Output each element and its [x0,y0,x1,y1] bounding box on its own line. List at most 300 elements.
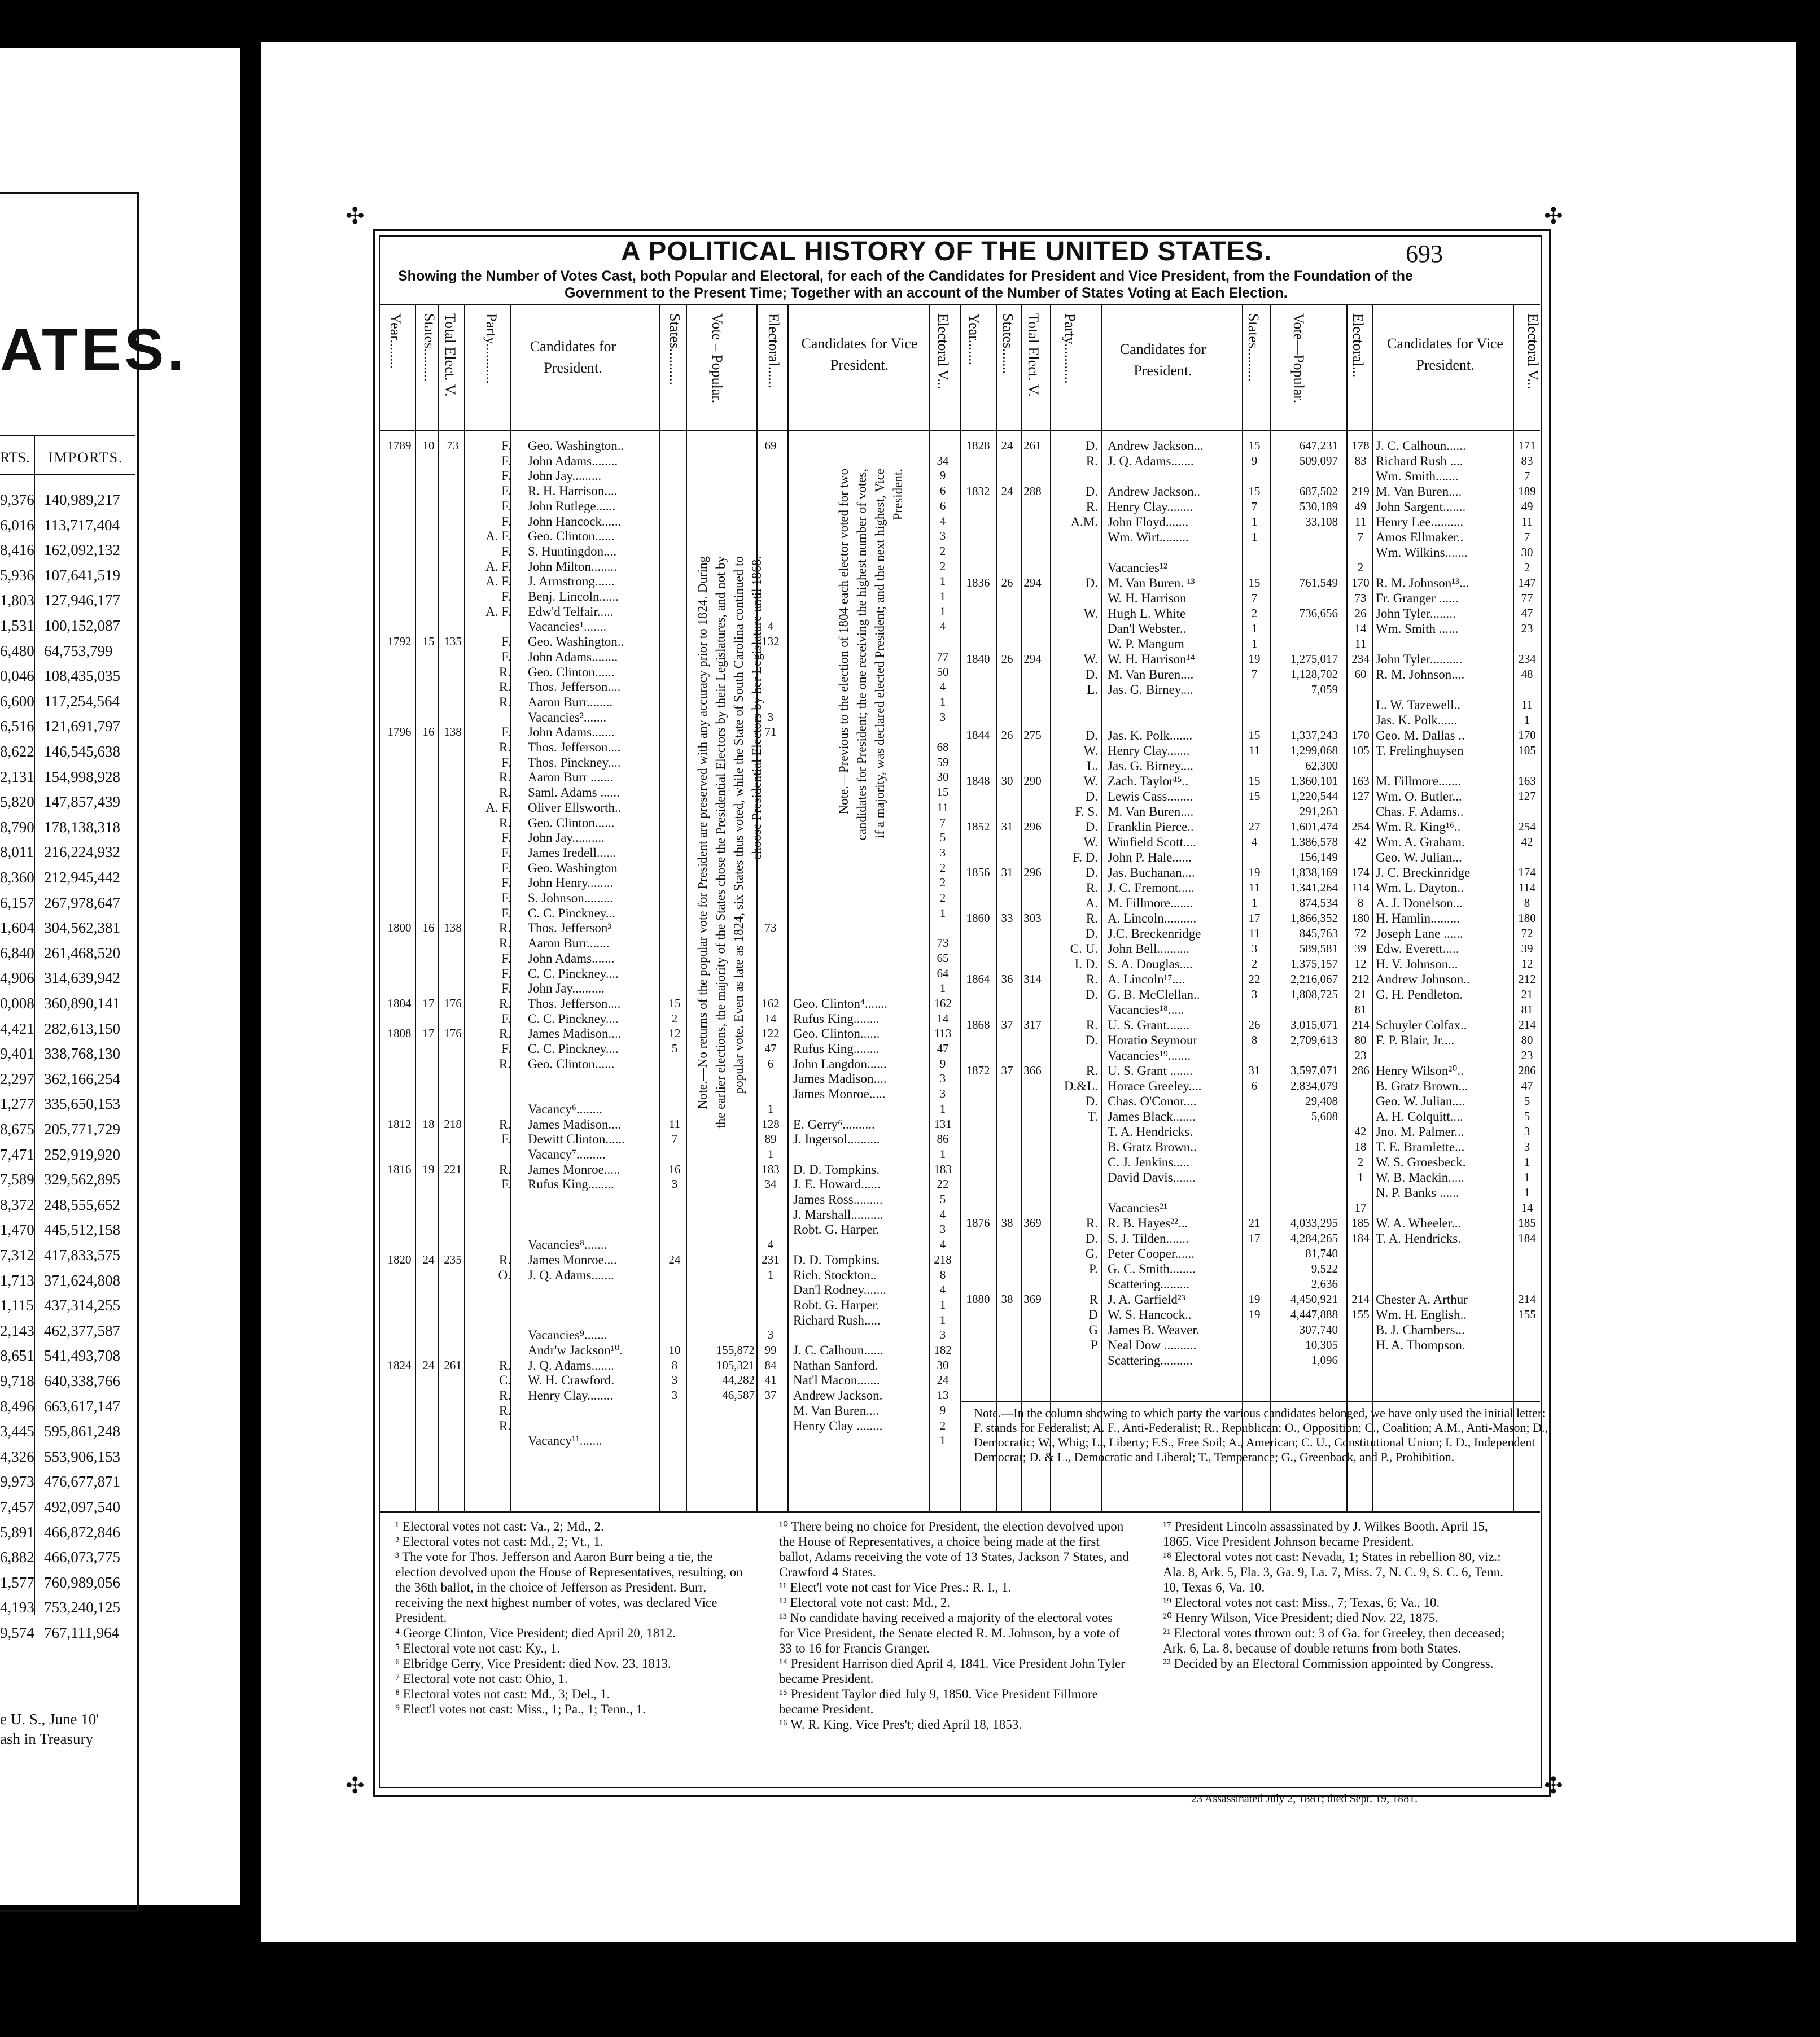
column-rule [1242,304,1243,1511]
left-footnote: ash in Treasury [0,1730,94,1747]
table-cell-pres: J.C. Breckenridge [1108,926,1201,941]
table-cell-vel: 64 [937,966,949,980]
table-cell-party: R. [1086,500,1098,514]
footnote: ⁹ Elect'l votes not cast: Miss., 1; Pa., 1; Tenn., 1. [395,1702,646,1716]
table-cell-party: C. [498,1373,511,1388]
footnote: ¹⁴ President Harrison died April 4, 1841. Vice President John Tyler became President. [779,1656,1125,1686]
table-cell-vp: E. Gerry⁶.......... [793,1117,875,1131]
table-cell-tot: 366 [1023,1064,1042,1077]
left-export-value: 1,577 [0,1573,34,1591]
table-cell-year: 1840 [966,652,990,666]
table-cell-party: F. D. [1073,850,1098,864]
left-export-value: 0,008 [0,995,34,1012]
left-export-value: 4,326 [0,1448,34,1465]
table-cell-pres: Scattering......... [1108,1277,1189,1291]
table-cell-party: R. [498,785,511,800]
left-import-value: 492,097,540 [44,1498,120,1515]
table-cell-vel: 174 [1518,865,1536,879]
table-cell-pres: Winfield Scott.... [1108,835,1196,849]
table-cell-party: D. [1085,439,1098,453]
table-cell-el: 162 [762,996,780,1010]
table-cell-tot: 296 [1023,820,1042,833]
table-cell-vel: 23 [1521,622,1533,635]
table-cell-pres: W. P. Mangum [1108,637,1184,651]
table-cell-pres: James Madison.... [528,1026,622,1041]
table-cell-vel: 1 [1524,713,1530,727]
column-rule [1372,304,1373,1511]
table-cell-tot: 290 [1023,774,1042,788]
table-cell-vel: 6 [939,499,946,513]
table-cell-pres: John Adams........ [528,453,618,468]
table-cell-pres: John Bell.......... [1108,942,1190,956]
left-export-value: 6,600 [0,692,34,710]
table-cell-el: 128 [762,1117,780,1131]
table-cell-vel: 162 [934,996,952,1010]
table-cell-st: 33 [1001,911,1013,925]
table-cell-year: 1832 [966,484,990,498]
table-cell-party: D. [1085,820,1098,834]
table-cell-vel: 2 [939,559,946,573]
table-cell-pres: Jas. Buchanan.... [1108,865,1195,880]
table-cell-pres: Thos. Jefferson.... [528,680,621,694]
table-cell-year: 1796 [387,725,412,739]
col-year: Year....... [966,313,982,365]
column-rule [960,304,961,1511]
table-cell-party: A.M. [1070,515,1098,529]
table-cell-vel: 4 [939,1207,946,1221]
table-cell-vel: 1 [939,589,946,603]
left-import-value: 541,493,708 [44,1347,120,1365]
table-cell-el: 81 [1354,1003,1367,1016]
table-cell-el: 21 [1354,987,1367,1001]
left-header-exports: RTS. [0,449,30,466]
table-cell-el: 34 [764,1177,777,1191]
table-cell-vel: 1 [939,1297,946,1312]
table-cell-pres: M. Van Buren.... [1108,667,1194,681]
table-cell-vp: James Ross......... [793,1192,883,1207]
left-import-value: 360,890,141 [44,995,120,1012]
table-cell-el: 105 [1351,744,1370,757]
table-cell-el: 11 [1354,515,1367,528]
table-cell-pres: A. Lincoln.......... [1108,911,1197,925]
table-cell-pop: 687,502 [1299,484,1338,498]
table-cell-pres: James Iredell...... [528,845,616,860]
table-cell-pop: 647,231 [1299,439,1338,452]
table-cell-pres: Lewis Cass........ [1108,789,1193,803]
footnote-column [1163,1519,1513,1671]
table-cell-pres: James Black....... [1108,1109,1196,1124]
footnote-column [779,1519,1129,1732]
bottom-footnote: 23 Assassinated July 2, 1881; died Sept. 19, 1881. [1191,1793,1418,1805]
table-cell-el: 214 [1351,1018,1370,1031]
table-cell-tot: 369 [1023,1216,1042,1230]
table-cell-vp: Richard Rush..... [793,1313,881,1327]
table-cell-pres: Vacancies¹....... [528,619,607,634]
table-cell-vel: 185 [1518,1216,1536,1230]
table-cell-vp: Wm. O. Butler... [1376,789,1462,803]
left-export-value: 8,675 [0,1121,34,1138]
table-cell-party: D. [1085,1033,1098,1047]
left-import-value: 140,989,217 [44,491,120,508]
table-cell-pres: J. Q. Adams....... [1108,454,1194,468]
table-cell-pst: 3 [1251,942,1258,955]
table-cell-vp: G. H. Pendleton. [1376,987,1463,1002]
table-cell-pres: Zach. Taylor¹⁵.. [1108,774,1189,788]
table-cell-pres: Chas. O'Conor.... [1108,1094,1197,1108]
table-cell-pres: T. A. Hendricks. [1108,1125,1193,1139]
column-rule [438,304,439,1511]
column-rule [996,304,998,1511]
left-export-value: 6,882 [0,1549,34,1566]
table-cell-vel: 73 [937,936,949,950]
left-export-value: 5,936 [0,566,34,584]
table-cell-vel: 6 [939,484,946,498]
table-cell-st: 24 [422,1252,435,1266]
table-cell-pres: Henry Clay........ [528,1388,614,1403]
left-import-value: 108,435,035 [44,667,120,685]
table-cell-party: A. F. [485,800,511,815]
table-cell-st: 37 [1001,1018,1013,1031]
table-cell-tot: 73 [447,439,459,452]
table-cell-vp: J. Marshall.......... [793,1207,883,1222]
table-cell-vel: 3 [1524,1125,1530,1138]
table-cell-pop: 29,408 [1305,1094,1338,1108]
table-cell-pres: Henry Clay....... [1108,744,1190,758]
table-cell-vp: Wm. R. King¹⁶.. [1376,820,1461,834]
table-cell-el: 83 [1354,454,1367,467]
footnote: ²¹ Electoral votes thrown out: 3 of Ga. for Greeley, then deceased; Ark. 6, La. 8, because of double returns from both States. [1163,1626,1505,1655]
note-line: candidates for President; the one receiving the highest number of votes, [855,469,869,841]
table-cell-pres: James Madison.... [528,1117,622,1131]
table-cell-tot: 221 [444,1162,462,1176]
footnote: ⁷ Electoral vote not cast: Ohio, 1. [395,1672,568,1686]
left-import-value: 113,717,404 [44,516,120,534]
table-cell-pst: 16 [668,1162,681,1176]
table-cell-el: 73 [1354,591,1367,605]
table-cell-el: 17 [1354,1201,1367,1214]
table-cell-party: A. F. [485,529,511,544]
table-cell-pres: Thos. Jefferson³ [528,921,612,936]
table-cell-vp: Chas. F. Adams.. [1376,805,1464,819]
table-cell-vel: 1 [939,694,946,709]
table-cell-party: R. [1086,454,1098,468]
page-subtitle: Government to the Present Time; Together with an account of the Number of States Voting at Each Election. [565,285,1288,301]
table-cell-pres: Geo. Clinton...... [528,529,615,544]
column-rule [1270,304,1271,1511]
col-candidates-president: Candidates for President. [530,338,616,376]
table-cell-pres: Horatio Seymour [1108,1033,1198,1047]
table-cell-party: F. [501,906,511,920]
page-subtitle: Showing the Number of Votes Cast, both Popular and Electoral, for each of the Candidates for President and Vice President, from the Foundation of the [398,268,1413,284]
table-cell-vp: J. E. Howard...... [793,1177,881,1192]
table-cell-pres: C. C. Pinckney... [528,906,616,920]
table-cell-vel: 4 [939,1283,946,1297]
table-cell-st: 26 [1001,576,1013,589]
table-cell-vp: T. E. Bramlette... [1376,1140,1465,1154]
table-cell-vp: John Tyler.......... [1376,652,1463,666]
table-cell-el: 219 [1351,484,1370,498]
table-cell-vp: Fr. Granger ...... [1376,591,1459,605]
table-cell-pres: S. A. Douglas.... [1108,957,1193,971]
table-cell-tot: 138 [444,921,462,935]
table-cell-party: F. [501,966,511,981]
table-cell-pst: 7 [1251,591,1258,605]
table-cell-vp: Rich. Stockton.. [793,1267,877,1282]
table-cell-vel: 113 [934,1026,952,1041]
table-cell-vp: M. Fillmore....... [1376,774,1462,788]
left-import-value: 362,166,254 [44,1070,120,1087]
table-cell-el: 254 [1351,820,1370,833]
table-cell-year: 1789 [387,439,412,452]
table-cell-vel: 68 [937,740,949,754]
table-cell-party: W. [1083,774,1098,788]
table-cell-pop: 7,059 [1311,683,1338,696]
table-cell-pres: G. B. McClellan.. [1108,987,1200,1002]
table-cell-vel: 4 [939,619,946,633]
table-cell-pres: Franklin Pierce.. [1108,820,1194,834]
table-cell-pres: Aaron Burr ....... [528,770,614,785]
table-cell-pop: 2,709,613 [1290,1033,1338,1047]
left-import-value: 466,872,846 [44,1523,120,1541]
table-cell-pop: 156,149 [1299,850,1338,864]
table-cell-party: C. U. [1070,942,1098,956]
table-cell-el: 84 [764,1358,777,1372]
table-cell-pop: 5,608 [1311,1109,1338,1123]
table-cell-pres: Geo. Washington.. [528,635,624,649]
table-cell-el: 127 [1351,789,1370,803]
table-cell-st: 16 [422,725,435,739]
table-cell-st: 26 [1001,652,1013,666]
column-rule [659,304,660,1511]
table-cell-el: 37 [764,1388,777,1402]
table-cell-party: R. [498,1418,511,1433]
table-cell-year: 1804 [387,996,412,1010]
footnote: ¹⁹ Electoral votes not cast: Miss., 7; Texas, 6; Va., 10. [1163,1595,1440,1610]
table-cell-vp: W. B. Mackin..... [1376,1170,1464,1184]
table-cell-vp: W. S. Groesbeck. [1376,1155,1466,1169]
table-cell-pop: 1,299,068 [1290,744,1338,757]
table-cell-el: 12 [1354,957,1367,971]
table-cell-vp: J. C. Calhoun...... [793,1343,883,1357]
table-cell-pres: Andr'w Jackson¹⁰. [528,1343,623,1357]
table-cell-vel: 114 [1518,881,1536,894]
col-vote-popular: Vote – Popular. [709,313,725,404]
table-cell-tot: 369 [1023,1292,1042,1306]
left-import-value: 147,857,439 [44,793,120,811]
table-cell-pres: Vacancies⁸....... [528,1238,607,1252]
table-cell-pres: Jas. K. Polk....... [1108,728,1193,742]
column-rule [1101,304,1102,1511]
table-cell-pop: 1,337,243 [1290,728,1338,742]
table-cell-party: F. [501,845,511,860]
table-cell-el: 26 [1354,606,1367,620]
col-states: States......... [421,313,438,382]
left-divider [0,474,135,475]
table-cell-el: 39 [1354,942,1367,955]
left-export-value: 9,973 [0,1473,34,1490]
table-cell-pop: 1,341,264 [1290,881,1338,894]
table-cell-el: 23 [1354,1048,1367,1062]
table-cell-vel: 214 [1518,1018,1536,1031]
table-cell-pst: 10 [668,1343,681,1357]
table-cell-pst: 11 [1248,744,1261,757]
left-header-imports: IMPORTS. [48,449,124,466]
table-cell-pres: Geo. Clinton...... [528,815,615,830]
table-cell-pres: Dan'l Webster.. [1108,622,1187,636]
table-cell-party: D. [1085,926,1098,941]
footnote: ¹⁷ President Lincoln assassinated by J. Wilkes Booth, April 15, 1865. Vice President Johnson became President. [1163,1519,1488,1549]
party-abbreviations-note: Note.—In the column showing to which party the various candidates belonged, we have only used the initial letter: F. stands for Federalist; A. F., Anti-Federalist; R., Republican; O., Opposition; C., Coalition; A.M., Anti-Mason; D., Democratic; W., Whig; L., Liberty; F.S., Free Soil; A., American; C. U., Constitutional Union; I. D., Independent Democrat; D. & L., Democratic and Liberal; T., Temperance; G., Greenback, and P., Prohibition. [974,1406,1548,1464]
table-cell-pst: 2 [671,1011,678,1025]
table-cell-pres: John Jay......... [528,469,602,483]
table-cell-pres: C. C. Pinckney.... [528,1011,619,1026]
table-cell-party: F. [501,1132,511,1147]
left-import-value: 663,617,147 [44,1397,120,1415]
table-cell-pres: W. H. Harrison [1108,591,1187,605]
footnote: ⁴ George Clinton, Vice President; died April 20, 1812. [395,1626,676,1640]
table-cell-party: L. [1087,683,1098,697]
col-year: Year........ [387,313,404,369]
table-cell-vel: 5 [939,830,946,845]
table-cell-vel: 4 [939,1238,946,1252]
table-cell-party: D. [1085,987,1098,1002]
table-cell-year: 1816 [387,1162,412,1176]
table-cell-vp: Dan'l Rodney....... [793,1283,886,1297]
table-cell-vel: 5 [1524,1109,1530,1123]
table-cell-party: A. F. [485,574,511,589]
table-cell-vp: B. Gratz Brown... [1376,1079,1468,1093]
table-cell-party: R. [498,921,511,936]
left-export-value: 7,589 [0,1171,34,1188]
table-cell-pres: Scattering.......... [1108,1353,1193,1367]
table-cell-el: 183 [762,1162,780,1176]
table-cell-tot: 218 [444,1117,462,1131]
table-cell-vel: 7 [1524,530,1530,544]
table-cell-party: R. [498,1403,511,1418]
table-cell-pres: Geo. Clinton...... [528,1056,615,1071]
table-cell-vp: Geo. Clinton...... [793,1026,880,1041]
left-export-value: 1,803 [0,592,34,609]
table-cell-pst: 15 [1248,439,1261,452]
table-cell-pst: 1 [1251,637,1258,650]
table-cell-vp: Richard Rush .... [1376,454,1463,468]
table-cell-pst: 7 [671,1132,678,1146]
table-cell-pres: C. J. Jenkins..... [1108,1155,1190,1169]
table-cell-pres: Aaron Burr........ [528,694,613,709]
table-cell-party: D. [1085,667,1098,681]
left-import-value: 304,562,381 [44,919,120,937]
table-cell-st: 26 [1001,728,1013,742]
table-cell-vel: 3 [939,529,946,543]
table-cell-st: 15 [422,635,435,649]
table-cell-vel: 105 [1518,744,1536,757]
table-cell-party: O. [498,1267,511,1282]
table-cell-pop: 1,275,017 [1290,652,1338,666]
table-cell-vel: 48 [1521,667,1533,681]
table-cell-vp: R. M. Johnson¹³... [1376,576,1469,590]
table-cell-vel: 81 [1521,1003,1533,1016]
table-cell-vel: 212 [1518,972,1536,986]
table-cell-party: D.&L. [1064,1079,1098,1093]
left-export-value: 6,480 [0,642,34,659]
table-cell-year: 1812 [387,1117,412,1131]
left-import-value: 267,978,647 [44,894,120,911]
table-cell-party: R. [498,1252,511,1267]
table-cell-year: 1792 [387,635,412,649]
table-cell-pst: 2 [1251,606,1258,620]
table-cell-el: 8 [1357,896,1364,910]
table-cell-vp: Rufus King........ [793,1011,880,1026]
table-cell-party: D. [1085,865,1098,880]
table-cell-el: 11 [1354,637,1367,650]
table-cell-pres: Wm. Wirt......... [1108,530,1189,544]
table-cell-party: D. [1085,576,1098,590]
table-cell-vel: 1 [939,1101,946,1116]
col-party: Party........... [1062,313,1078,384]
table-cell-party: G [1088,1323,1098,1337]
table-cell-el: 163 [1351,774,1370,788]
left-footnote: e U. S., June 10' [0,1711,99,1728]
footnote: ³ The vote for Thos. Jefferson and Aaron Burr being a tie, the election devolved upon the House of Representatives, resulting, on the 36th ballot, in the choice of Jefferson as President. Burr, receiving the next highest number of votes, was declared Vice President. [395,1550,743,1625]
col-party: Party........... [483,313,500,384]
table-cell-vel: 147 [1518,576,1536,589]
table-cell-el: 1 [767,1267,774,1282]
left-import-value: 753,240,125 [44,1599,120,1616]
left-export-value: 9,574 [0,1624,34,1641]
table-cell-st: 17 [422,1026,435,1041]
left-export-value: 5,891 [0,1523,34,1541]
table-cell-party: W. [1083,606,1098,620]
table-cell-party: G. [1085,1247,1098,1261]
table-cell-vel: 2 [939,860,946,875]
table-cell-party: R. [498,1117,511,1131]
table-cell-tot: 303 [1023,911,1042,925]
table-cell-el: 1 [767,1147,774,1161]
table-cell-year: 1828 [966,439,990,452]
table-cell-pst: 3 [671,1388,678,1402]
table-cell-party: F. [501,1042,511,1056]
table-cell-pop: 4,284,265 [1290,1231,1338,1245]
table-cell-vp: Rufus King........ [793,1042,880,1056]
table-cell-tot: 261 [1023,439,1042,452]
table-cell-pop: 46,587 [722,1388,755,1402]
table-cell-vp: Geo. Clinton⁴....... [793,996,888,1011]
table-cell-vel: 170 [1518,728,1536,742]
col-total-elect: Total Elect. V. [442,313,458,397]
table-cell-vel: 59 [937,755,949,769]
table-cell-el: 174 [1351,865,1370,879]
table-cell-party: R. [1086,1064,1098,1078]
table-cell-el: 4 [767,619,774,633]
left-export-value: 0,046 [0,667,34,685]
table-cell-pop: 81,740 [1305,1247,1338,1260]
table-cell-st: 18 [422,1117,435,1131]
table-cell-party: L. [1087,759,1098,773]
table-cell-st: 36 [1001,972,1013,986]
table-cell-vel: 2 [939,876,946,890]
table-cell-el: 155 [1351,1308,1370,1321]
table-cell-st: 24 [1001,439,1013,452]
table-cell-vel: 2 [1524,561,1530,574]
table-cell-party: R [1089,1292,1098,1306]
table-cell-pop: 509,097 [1299,454,1338,467]
left-export-value: 9,376 [0,491,34,508]
table-cell-pop: 736,656 [1299,606,1338,620]
table-cell-vp: Edw. Everett..... [1376,942,1459,956]
table-cell-party: T. [1087,1109,1098,1124]
table-cell-vp: L. W. Tazewell.. [1376,698,1460,712]
table-cell-pst: 2 [1251,957,1258,971]
